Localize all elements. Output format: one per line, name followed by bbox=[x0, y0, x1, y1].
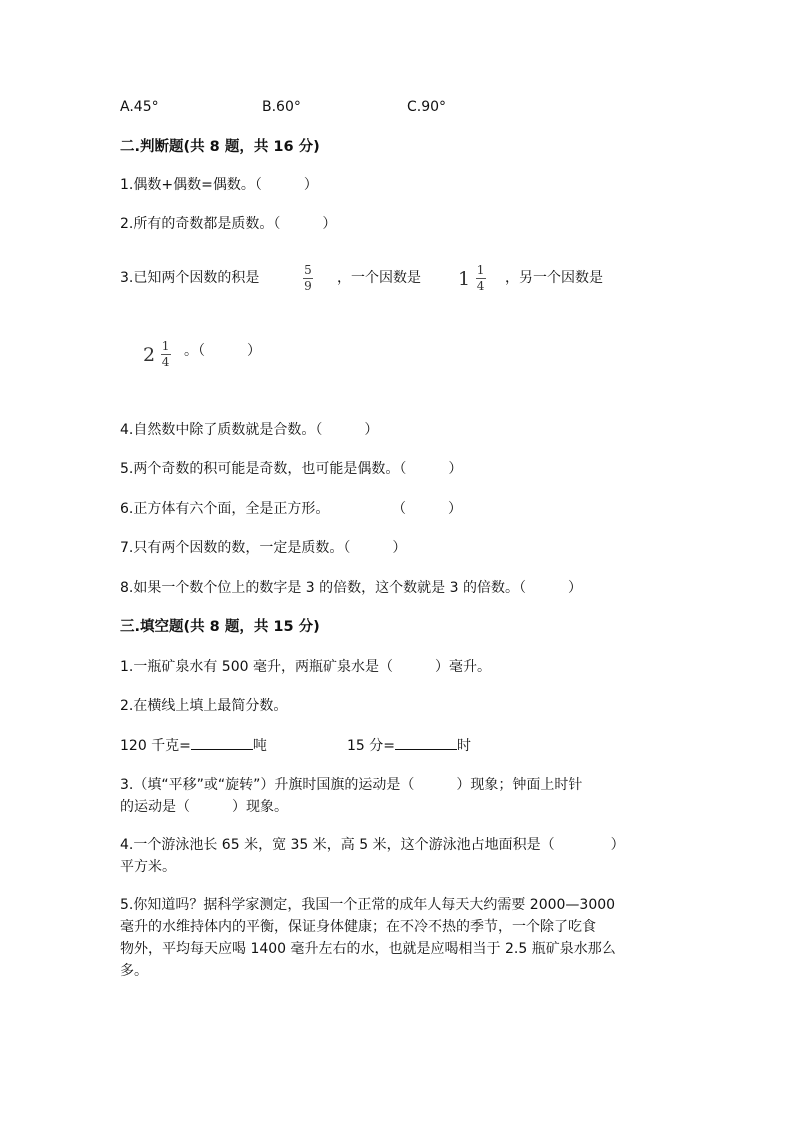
fill-q2-b-unit: 时 bbox=[457, 738, 471, 754]
section-3-title: 三.填空题(共 8 题，共 15 分) bbox=[120, 619, 320, 635]
judge-q2: 2.所有的奇数都是质数。（ ） bbox=[120, 216, 337, 232]
mixed-fraction-two-and-quarter bbox=[143, 340, 171, 369]
mixed-fraction-one-and-quarter bbox=[458, 264, 486, 293]
fraction-numerator: 5 bbox=[304, 263, 312, 277]
judge-q8: 8.如果一个数个位上的数字是 3 的倍数，这个数就是 3 的倍数。（ ） bbox=[120, 580, 582, 596]
judge-q6-bracket: （ ） bbox=[392, 501, 462, 517]
fill-q2: 2.在横线上填上最简分数。 bbox=[120, 698, 288, 714]
fraction-denominator: 4 bbox=[476, 279, 485, 293]
answer-blank bbox=[191, 735, 253, 750]
judge-q7: 7.只有两个因数的数，一定是质数。（ ） bbox=[120, 540, 407, 556]
fill-q2-item-a bbox=[120, 735, 267, 756]
mixed-whole: 2 bbox=[143, 343, 156, 366]
fraction-five-ninths bbox=[303, 264, 313, 293]
fill-q5-line3: 物外，平均每天应喝 1400 毫升左右的水，也就是应喝相当于 2.5 瓶矿泉水那么 bbox=[120, 941, 616, 957]
fraction-numerator: 1 bbox=[161, 339, 170, 353]
judge-q3-prefix: 3.已知两个因数的积是 bbox=[120, 270, 260, 286]
judge-q3-mid: ，一个因数是 bbox=[337, 270, 421, 286]
judge-q5: 5.两个奇数的积可能是奇数，也可能是偶数。（ ） bbox=[120, 461, 463, 477]
fill-q4-line1: 4.一个游泳池长 65 米，宽 35 米，高 5 米，这个游泳池占地面积是（ ） bbox=[120, 837, 625, 853]
option-b: B.60° bbox=[262, 99, 301, 115]
fraction-denominator: 9 bbox=[304, 279, 312, 293]
judge-q6: 6.正方体有六个面，全是正方形。 bbox=[120, 501, 330, 517]
judge-q3-end: 。（ ） bbox=[184, 343, 261, 359]
fill-q5-line4: 多。 bbox=[120, 963, 148, 979]
fill-q5-line2: 毫升的水维持体内的平衡，保证身体健康；在不冷不热的季节，一个除了吃食 bbox=[120, 919, 596, 935]
fill-q2-b-prefix: 15 分= bbox=[347, 738, 395, 754]
fill-q3-line1: 3.（填“平移”或“旋转”）升旗时国旗的运动是（ ）现象；钟面上时针 bbox=[120, 777, 583, 793]
fill-q2-a-unit: 吨 bbox=[252, 738, 267, 754]
fraction-numerator: 1 bbox=[476, 263, 485, 277]
mixed-whole: 1 bbox=[458, 267, 471, 290]
section-2-title: 二.判断题(共 8 题，共 16 分) bbox=[120, 139, 320, 155]
option-c: C.90° bbox=[407, 99, 447, 115]
judge-q3-suffix: ，另一个因数是 bbox=[505, 270, 603, 286]
fill-q3-line2: 的运动是（ ）现象。 bbox=[120, 799, 288, 815]
fill-q2-item-b bbox=[347, 735, 471, 756]
fill-q4-line2: 平方米。 bbox=[120, 859, 176, 875]
fill-q5-line1: 5.你知道吗？据科学家测定，我国一个正常的成年人每天大约需要 2000—3000 bbox=[120, 897, 616, 913]
judge-q4: 4.自然数中除了质数就是合数。（ ） bbox=[120, 422, 379, 438]
option-a: A.45° bbox=[120, 99, 159, 115]
fraction-denominator: 4 bbox=[161, 355, 170, 369]
fill-q1: 1.一瓶矿泉水有 500 毫升，两瓶矿泉水是（ ）毫升。 bbox=[120, 659, 491, 675]
answer-blank bbox=[395, 735, 457, 750]
judge-q1: 1.偶数+偶数=偶数。（ ） bbox=[120, 177, 318, 193]
fill-q2-a-prefix: 120 千克= bbox=[120, 738, 191, 754]
